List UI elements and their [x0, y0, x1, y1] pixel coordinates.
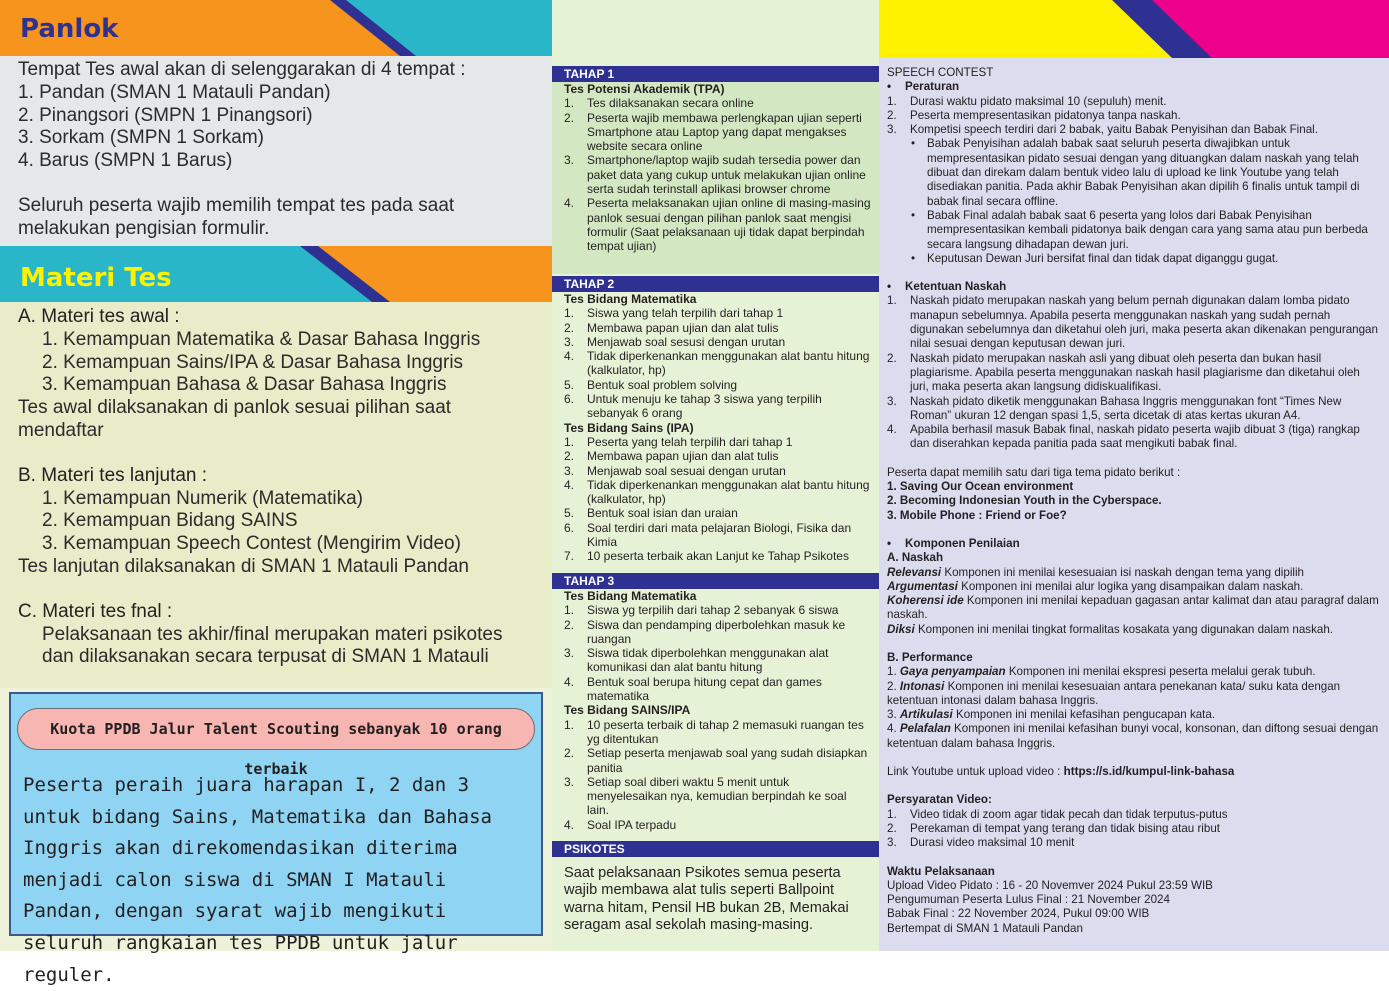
komponen-b-item: 2. Intonasi Komponen ini menilai kesesuaian antara penekanan kata/ suku kata dengan ketentuan intonasi dalam bahasa Inggris.	[887, 679, 1341, 707]
tahap3-item: 2. Siswa dan pendamping diperbolehkan masuk ke ruangan	[564, 617, 846, 646]
tahap1-item: 1. Tes dilaksanakan secara online	[564, 96, 754, 111]
naskah-heading: • Ketentuan Naskah	[887, 280, 1381, 294]
tahap3-item: 4. Bentuk soal berupa hitung cepat dan games matematika	[564, 674, 822, 704]
materi-b-item: 1. Kemampuan Numerik (Matematika)	[42, 487, 363, 509]
tema-item: 2. Becoming Indonesian Youth in the Cyberspace.	[887, 494, 1162, 508]
tahap3-math-list	[564, 603, 871, 703]
tema-item: 3. Mobile Phone : Friend or Foe?	[887, 508, 1067, 522]
peraturan-item: 3. Kompetisi speech terdiri dari 2 babak, yaitu Babak Penyisihan dan Babak Final.	[887, 123, 1318, 137]
quota-box	[9, 692, 543, 986]
tema-item: 1. Saving Our Ocean environment	[887, 480, 1074, 494]
naskah-item: 2. Naskah pidato merupakan naskah asli yang dibuat oleh peserta dan bukan hasil plagiarisme. Apabila peserta menggunakan naskah hasil plagiarisme dan diketahui oleh juri, maka peserta akan langsung didiskualifikasi.	[887, 351, 1360, 394]
video-item: 3. Durasi video maksimal 10 menit	[887, 836, 1075, 850]
panlok-note: Seluruh peserta wajib memilih tempat tes pada saat melakukan pengisian formulir.	[18, 194, 455, 239]
tahap2-sains-list	[564, 435, 871, 564]
materi-b-item: 3. Kemampuan Speech Contest (Mengirim Video)	[42, 533, 461, 555]
komponen-heading: • Komponen Penilaian	[887, 537, 1381, 551]
naskah-item: 4. Apabila berhasil masuk Babak final, naskah pidato peserta wajib dibuat 3 (tiga) rangkap dan diserahkan kepada panitia pada saat mengikuti babak final.	[887, 423, 1360, 451]
tahap3-subtitle-math: Tes Bidang Matematika	[564, 589, 697, 603]
psikotes-text: Saat pelaksanaan Psikotes semua peserta wajib membawa alat tulis seperti Ballpoint warna hitam, Pensil HB bukan 2B, Memakai seragam asal sekolah masing-masing.	[564, 865, 849, 934]
tahap2-item: 4. Tidak diperkenankan menggunakan alat bantu hitung (kalkulator, hp)	[564, 477, 870, 507]
tahap1-section	[552, 82, 879, 274]
tahap1-item: 3. Smartphone/laptop wajib sudah tersedia power dan paket data yang cukup untuk melakukan ujian online serta sudah terinstall aplikasi browser chrome	[564, 153, 866, 197]
tahap3-item: 4. Soal IPA terpadu	[564, 817, 677, 832]
panlok-title: Panlok	[20, 14, 119, 44]
peraturan-item: 1. Durasi waktu pidato maksimal 10 (sepuluh) menit.	[887, 94, 1167, 108]
naskah-item: 1. Naskah pidato merupakan naskah yang belum pernah digunakan dalam lomba pidato manapun sebelumnya. Apabila peserta menggunakan naskah yang sudah pernah digunakan sebelumnya dan diketahui oleh juri, maka peserta akan dikenakan pengurangan nilai sesuai dengan keputusan dewan juri.	[887, 294, 1378, 351]
peraturan-subitem: • Keputusan Dewan Juri bersifat final dan tidak dapat diganggu gugat.	[887, 252, 1381, 266]
speech-title: SPEECH CONTEST	[887, 66, 994, 79]
tahap3-item: 3. Setiap soal diberi waktu 5 menit untuk menyelesaikan nya, kemudian berpindah ke soal lain.	[564, 774, 847, 818]
tahap2-bar: TAHAP 2	[552, 276, 879, 292]
tahap3-item: 2. Setiap peserta menjawab soal yang sudah disiapkan panitia	[564, 746, 868, 775]
psikotes-bar: PSIKOTES	[552, 841, 879, 857]
tahap2-subtitle-math: Tes Bidang Matematika	[564, 292, 697, 306]
panlok-section	[0, 56, 552, 246]
tahap2-item: 5. Bentuk soal problem solving	[564, 377, 738, 392]
tahap2-item: 6. Untuk menuju ke tahap 3 siswa yang terpilih sebanyak 6 orang	[564, 392, 822, 421]
tahap2-subtitle-sains: Tes Bidang Sains (IPA)	[564, 420, 694, 435]
youtube-link[interactable]: https://s.id/kumpul-link-bahasa	[1063, 765, 1235, 779]
tahap2-math-list	[564, 306, 871, 420]
panlok-item: 1. Pandan (SMAN 1 Matauli Pandan)	[18, 81, 331, 103]
komponen-b-item: 4. Pelafalan Komponen ini menilai kefasihan bunyi vocal, konsonan, dan diftong sesuai dengan ketentuan dalam bahasa Inggris.	[887, 722, 1379, 750]
waktu-item: Bertempat di SMAN 1 Matauli Pandan	[887, 921, 1083, 935]
panlok-header	[0, 0, 552, 56]
peraturan-heading: • Peraturan	[887, 80, 1381, 94]
komponen-b-title: B. Performance	[887, 650, 973, 664]
materi-b-list	[18, 488, 534, 556]
youtube-link-line	[887, 765, 1381, 779]
waktu-heading: Waktu Pelaksanaan	[887, 864, 995, 878]
tahap3-item: 1. Siswa yg terpilih dari tahap 2 sebanyak 6 siswa	[564, 603, 839, 618]
psikotes-section	[552, 857, 879, 951]
tahap3-item: 3. Siswa tidak diperbolehkan menggunakan alat komunikasi dan alat bantu hitung	[564, 646, 829, 675]
video-item: 1. Video tidak di zoom agar tidak pecah dan tidak terputus-putus	[887, 807, 1228, 821]
materi-a-item: 1. Kemampuan Matematika & Dasar Bahasa Inggris	[42, 328, 481, 350]
video-heading: Persyaratan Video:	[887, 793, 992, 807]
materi-section	[0, 302, 552, 688]
peraturan-subitem: • Babak Final adalah babak saat 6 peserta yang lolos dari Babak Penyisihan mempresentasikan kembali pidatonya baik dengan cara yang sama atau pun berbeda secara langsung dihadapan dewan juri.	[887, 209, 1381, 252]
tahap3-item: 1. 10 peserta terbaik di tahap 2 memasuki ruangan tes yg ditentukan	[564, 717, 864, 746]
tahap1-list	[564, 96, 871, 253]
tahap2-item: 6. Soal terdiri dari mata pelajaran Biologi, Fisika dan Kimia	[564, 520, 852, 550]
tahap1-subtitle: Tes Potensi Akademik (TPA)	[564, 82, 725, 96]
materi-title: Materi Tes	[20, 263, 172, 293]
materi-a-item: 2. Kemampuan Sains/IPA & Dasar Bahasa Inggris	[42, 351, 464, 373]
video-list	[887, 808, 1381, 851]
tahap2-item: 2. Membawa papan ujian dan alat tulis	[564, 320, 779, 335]
naskah-list	[887, 294, 1381, 451]
komponen-b-item: 3. Artikulasi Komponen ini menilai kefasihan pengucapan kata.	[887, 708, 1216, 722]
speech-contest-section	[879, 58, 1389, 951]
tahap2-item: 1. Peserta yang telah terpilih dari tahap 1	[564, 434, 793, 449]
peraturan-list	[887, 95, 1381, 138]
materi-header	[0, 246, 552, 302]
panlok-item: 4. Barus (SMPN 1 Barus)	[18, 150, 233, 172]
quota-text: Peserta peraih juara harapan I, 2 dan 3 untuk bidang Sains, Matematika dan Bahasa Inggris akan direkomendasikan diterima menjadi calon siswa di SMAN I Matauli Pandan, dengan syarat wajib mengikuti seluruh rangkaian tes PPDB untuk jalur reguler.	[23, 774, 492, 986]
tahap2-item: 5. Bentuk soal isian dan uraian	[564, 506, 738, 521]
materi-b-title: B. Materi tes lanjutan :	[18, 464, 208, 486]
panlok-intro: Tempat Tes awal akan di selenggarakan di 4 tempat :	[18, 59, 466, 80]
quota-pill: Kuota PPDB Jalur Talent Scouting sebanyak 10 orang terbaik	[17, 708, 535, 750]
materi-c-note: Pelaksanaan tes akhir/final merupakan materi psikotes dan dilaksanakan secara terpusat di SMAN 1 Matauli	[42, 623, 503, 668]
materi-a-item: 3. Kemampuan Bahasa & Dasar Bahasa Inggris	[42, 374, 447, 396]
materi-a-note: Tes awal dilaksanakan di panlok sesuai pilihan saat mendaftar	[18, 397, 452, 441]
tema-intro: Peserta dapat memilih satu dari tiga tema pidato berikut :	[887, 465, 1181, 479]
tahap2-item: 4. Tidak diperkenankan menggunakan alat bantu hitung (kalkulator, hp)	[564, 349, 870, 378]
tahap2-item: 2. Membawa papan ujian dan alat tulis	[564, 449, 779, 464]
komponen-a-item: Argumentasi Komponen ini menilai alur logika yang disampaikan dalam naskah.	[887, 579, 1304, 593]
tahap2-section	[552, 292, 879, 566]
tahap3-section	[552, 589, 879, 837]
komponen-b-item: 1. Gaya penyampaian Komponen ini menilai ekspresi peserta melalui gerak tubuh.	[887, 665, 1316, 679]
waktu-item: Upload Video Pidato : 16 - 20 Novemver 2024 Pukul 23:59 WIB	[887, 878, 1213, 892]
panlok-item: 3. Sorkam (SMPN 1 Sorkam)	[18, 127, 264, 149]
komponen-a-title: A. Naskah	[887, 551, 944, 565]
komponen-a-item: Relevansi Komponen ini menilai kesesuaian isi naskah dengan tema yang dipilih	[887, 565, 1304, 579]
panlok-list	[18, 82, 534, 173]
tahap1-bar: TAHAP 1	[552, 66, 879, 82]
tahap3-bar: TAHAP 3	[552, 573, 879, 589]
waktu-item: Pengumuman Peserta Lulus Final : 21 November 2024	[887, 893, 1170, 907]
tahap2-item: 7. 10 peserta terbaik akan Lanjut ke Tahap Psikotes	[564, 549, 849, 564]
naskah-item: 3. Naskah pidato diketik menggunakan Bahasa Inggris menggunakan font “Times New Roman” ukuran 12 dengan spasi 1,5, serta dicetak di atas kertas ukuran A4.	[887, 394, 1342, 422]
video-item: 2. Perekaman di tempat yang terang dan tidak bising atau ribut	[887, 821, 1221, 835]
waktu-item: Babak Final : 22 November 2024, Pukul 09:00 WIB	[887, 907, 1150, 921]
peraturan-subitem: • Babak Penyisihan adalah babak saat seluruh peserta diwajibkan untuk mempresentasikan pidato sesuai dengan yang dituangkan dalam naskah yang telah dibuat dan direkam dalam bentuk video lalu di upload ke link Youtube yang telah disediakan panitia. Pada akhir Babak Penyisihan akan dipilih 6 finalis untuk tampil di babak final secara offline.	[887, 137, 1381, 208]
materi-a-list	[18, 329, 534, 397]
komponen-a-item: Koherensi ide Komponen ini menilai kepaduan gagasan antar kalimat dan atau paragraf dalam naskah.	[887, 594, 1379, 622]
tahap3-sains-list	[564, 718, 871, 832]
panlok-item: 2. Pinangsori (SMPN 1 Pinangsori)	[18, 104, 313, 126]
materi-c-title: C. Materi tes fnal :	[18, 600, 173, 622]
materi-b-item: 2. Kemampuan Bidang SAINS	[42, 510, 298, 532]
materi-a-title: A. Materi tes awal :	[18, 306, 180, 327]
tahap3-subtitle-sains: Tes Bidang SAINS/IPA	[564, 703, 691, 718]
materi-b-note: Tes lanjutan dilaksanakan di SMAN 1 Matauli Pandan	[18, 555, 469, 577]
peraturan-item: 2. Peserta mempresentasikan pidatonya tanpa naskah.	[887, 108, 1181, 122]
komponen-a-item: Diksi Komponen ini menilai tingkat formalitas kosakata yang digunakan dalam naskah.	[887, 622, 1333, 636]
tahap2-item: 3. Menjawab soal sesuai dengan urutan	[564, 463, 786, 478]
tahap1-item: 2. Peserta wajib membawa perlengkapan ujian seperti Smartphone atau Laptop yang dapat mengakses website secara online	[564, 110, 862, 154]
tahap2-item: 1. Siswa yang telah terpilih dari tahap 1	[564, 306, 784, 321]
tahap2-item: 3. Menjawab soal sesusi dengan urutan	[564, 334, 786, 349]
youtube-link-label: Link Youtube untuk upload video :	[887, 765, 1064, 779]
tahap1-item: 4. Peserta melaksanakan ujian online di masing-masing panlok sesuai dengan pilihan panlok saat mengisi formulir (Saat pelaksanaan uji tidak dapat berpindah tempat ujian)	[564, 196, 871, 254]
